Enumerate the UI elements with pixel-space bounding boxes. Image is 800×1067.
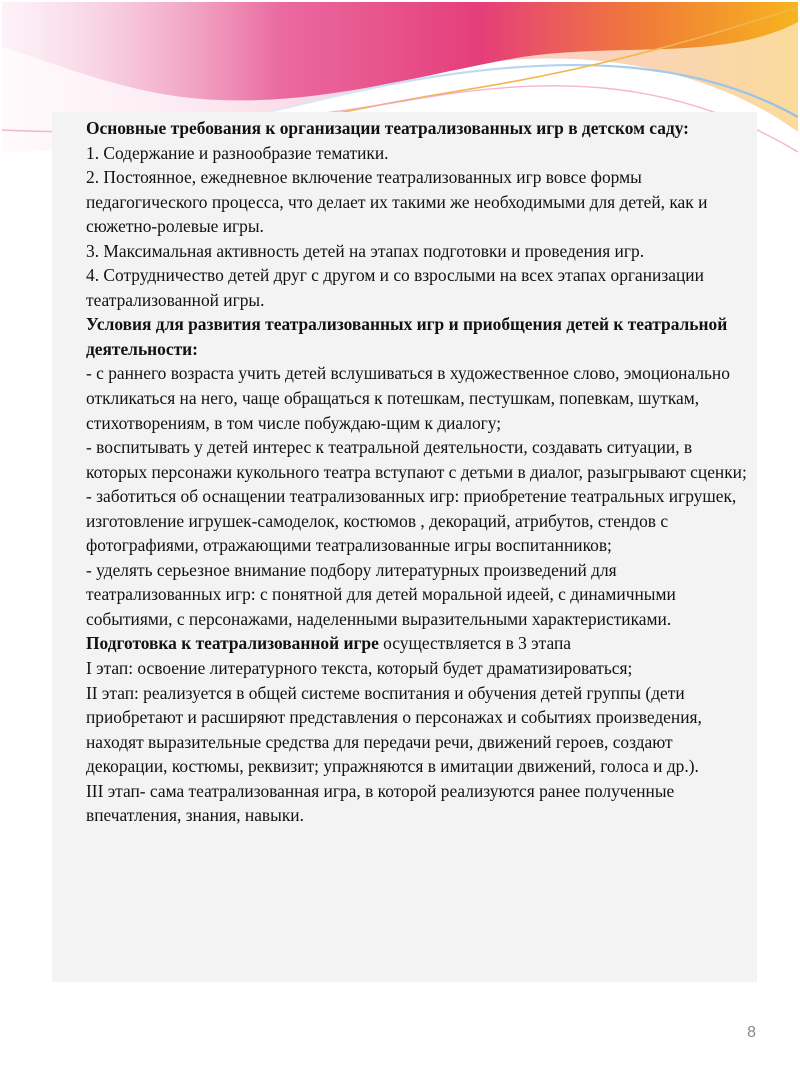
requirement-item: 1. Содержание и разнообразие тематики. [86,142,389,163]
preparation-line [86,631,754,656]
stage-item: II этап: реализуется в общей системе воспитания и обучения детей группы (дети приобретают и расширяют представления о персонажах и событиях произведения, находят выразительные средства для передачи речи, движений героев, создают декорации, костюмы, реквизит; упражняются в имитации движений, голоса и др.). [86,682,702,777]
condition-item: - уделять серьезное внимание подбору литературных произведений для театрализованных игр: с понятной для детей моральной идеей, с динамичными событиями, с персонажами, наделенными выразительными характеристиками. [86,559,676,629]
condition-item: - с раннего возраста учить детей вслушиваться в художественное слово, эмоционально откликаться на него, чаще обращаться к потешкам, пестушкам, попевкам, шуткам, стихотворениям, в том числе побуждаю-щим к диалогу; [86,363,730,433]
requirements-heading: Основные требования к организации театрализованных игр в детском саду: [86,118,689,138]
condition-item: - воспитывать у детей интерес к театральной деятельности, создавать ситуации, в которых персонажи кукольного театра вступают с детьми в диалог, разыгрывают сценки; [86,437,747,482]
slide [2,2,798,1065]
preparation-bold: Подготовка к театрализованной игре [86,633,379,654]
slide-body [86,116,754,828]
requirement-item: 3. Максимальная активность детей на этапах подготовки и проведения игр. [86,240,645,261]
page-number: 8 [747,1024,756,1041]
condition-item: - заботиться об оснащении театрализованных игр: приобретение театральных игрушек, изготовление игрушек-самоделок, костюмов , декораций, атрибутов, стендов с фотографиями, отражающими театрализованные игры воспитанников; [86,486,737,556]
preparation-rest: осуществляется в 3 этапа [378,633,571,654]
requirement-item: 2. Постоянное, ежедневное включение театрализованных игр вовсе формы педагогического процесса, что делает их такими же необходимыми для детей, как и сюжетно-ролевые игры. [86,167,708,237]
conditions-heading: Условия для развития театрализованных игр и приобщения детей к театральной деятельности: [86,314,728,359]
requirement-item: 4. Сотрудничество детей друг с другом и со взрослыми на всех этапах организации театрализованной игры. [86,265,704,310]
text-panel [52,112,757,982]
stage-item: III этап- сама театрализованная игра, в которой реализуются ранее полученные впечатления, знания, навыки. [86,780,675,826]
stage-item: I этап: освоение литературного текста, который будет драматизироваться; [86,658,633,679]
